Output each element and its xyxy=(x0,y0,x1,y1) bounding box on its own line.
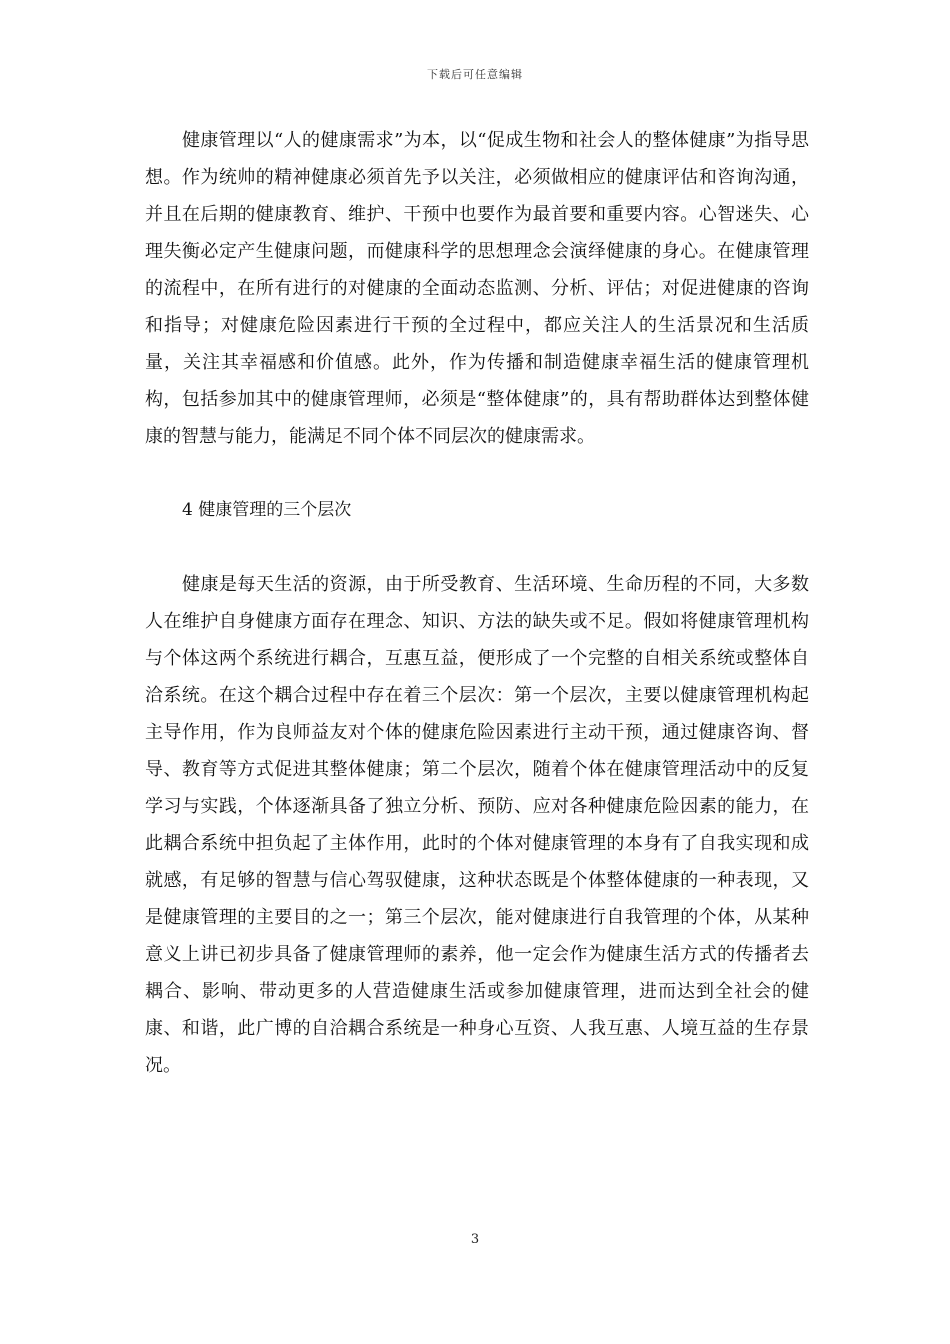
document-body xyxy=(145,122,809,1084)
paragraph-three-levels: 健康是每天生活的资源，由于所受教育、生活环境、生命历程的不同，大多数人在维护自身健康方面存在理念、知识、方法的缺失或不足。假如将健康管理机构与个体这两个系统进行耦合，互惠互益，便形成了一个完整的自相关系统或整体自洽系统。在这个耦合过程中存在着三个层次：第一个层次，主要以健康管理机构起主导作用，作为良师益友对个体的健康危险因素进行主动干预，通过健康咨询、督导、教育等方式促进其整体健康；第二个层次，随着个体在健康管理活动中的反复学习与实践，个体逐渐具备了独立分析、预防、应对各种健康危险因素的能力，在此耦合系统中担负起了主体作用，此时的个体对健康管理的本身有了自我实现和成就感，有足够的智慧与信心驾驭健康，这种状态既是个体整体健康的一种表现，又是健康管理的主要目的之一；第三个层次，能对健康进行自我管理的个体，从某种意义上讲已初步具备了健康管理师的素养，他一定会作为健康生活方式的传播者去耦合、影响、带动更多的人营造健康生活或参加健康管理，进而达到全社会的健康、和谐，此广博的自洽耦合系统是一种身心互资、人我互惠、人境互益的生存景况。 xyxy=(145,574,809,1076)
paragraph-holistic-health: 健康管理以“人的健康需求”为本，以“促成生物和社会人的整体健康”为指导思想。作为统帅的精神健康必须首先予以关注，必须做相应的健康评估和咨询沟通，并且在后期的健康教育、维护、干预中也要作为最首要和重要内容。心智迷失、心理失衡必定产生健康问题，而健康科学的思想理念会演绎健康的身心。在健康管理的流程中，在所有进行的对健康的全面动态监测、分析、评估；对促进健康的咨询和指导；对健康危险因素进行干预的全过程中，都应关注人的生活景况和生活质量，关注其幸福感和价值感。此外，作为传播和制造健康幸福生活的健康管理机构，包括参加其中的健康管理师，必须是“整体健康”的，具有帮助群体达到整体健康的智慧与能力，能满足不同个体不同层次的健康需求。 xyxy=(145,130,809,447)
section-heading: 4 健康管理的三个层次 xyxy=(182,500,352,520)
page-number: 3 xyxy=(470,1232,480,1247)
spacer xyxy=(145,455,809,492)
page-header: 下载后可任意编辑 xyxy=(427,68,523,81)
spacer xyxy=(145,529,809,566)
